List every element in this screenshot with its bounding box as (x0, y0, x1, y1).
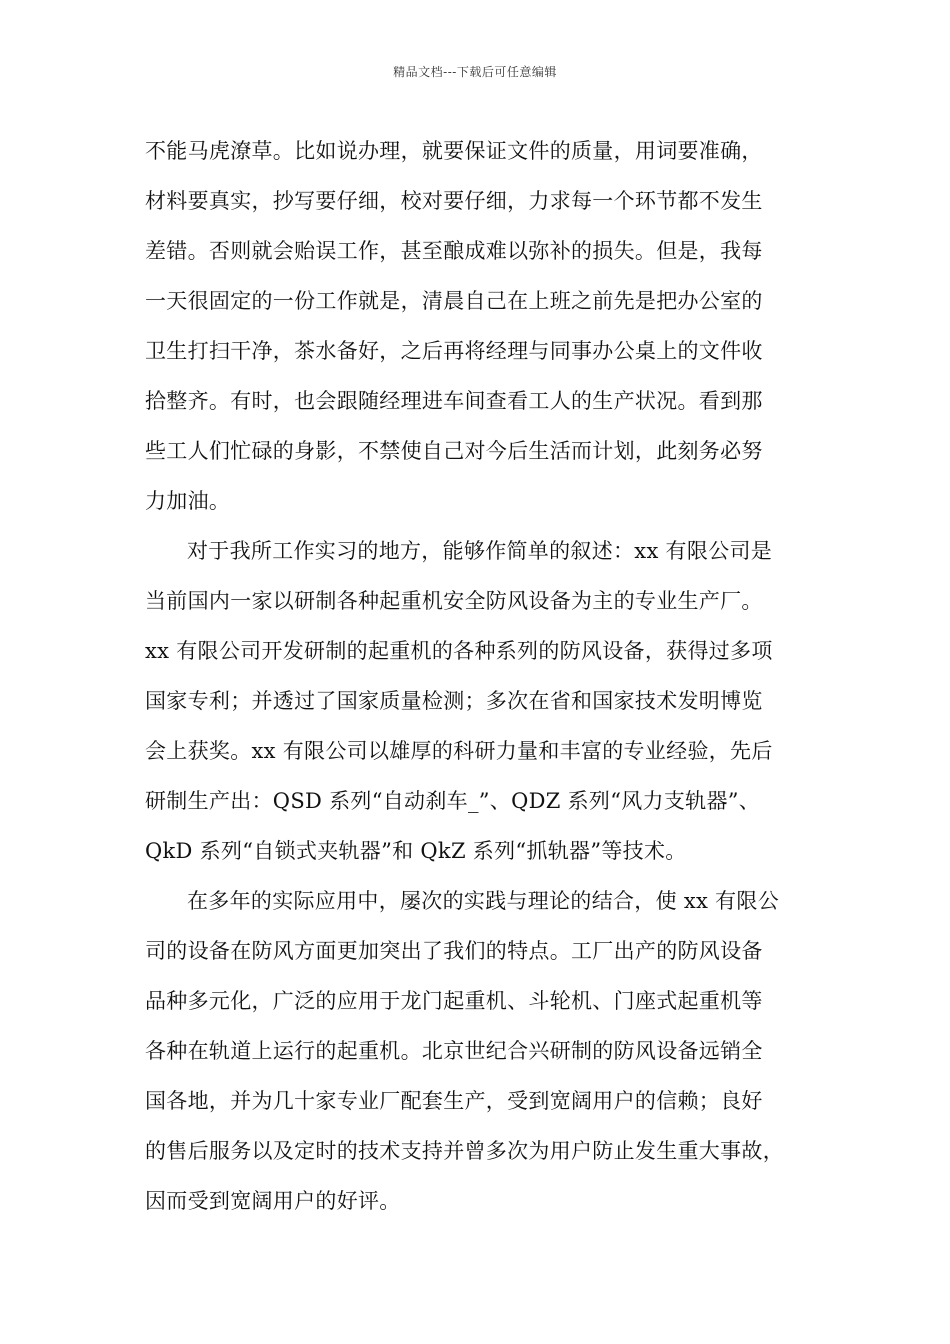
text-line: 一天很固定的一份工作就是，清晨自己在上班之前先是把办公室的 (145, 289, 763, 313)
text-line: 卫生打扫干净，茶水备好，之后再将经理与同事办公桌上的文件收 (145, 339, 763, 363)
paragraph-3 (145, 876, 825, 1226)
text-line: 会上获奖。xx 有限公司以雄厚的科研力量和丰富的专业经验，先后 (145, 739, 773, 763)
text-line: 因而受到宽阔用户的好评。 (145, 1189, 401, 1213)
text-line: 司的设备在防风方面更加突出了我们的特点。工厂出产的防风设备 (145, 939, 763, 963)
text-line: 国家专利；并透过了国家质量检测；多次在省和国家技术发明博览 (145, 689, 763, 713)
text-line: 研制生产出：QSD 系列“自动刹车_”、QDZ 系列“风力支轨器”、 (145, 789, 761, 813)
paragraph-2 (145, 526, 825, 876)
text-line: 各种在轨道上运行的起重机。北京世纪合兴研制的防风设备远销全 (145, 1039, 763, 1063)
text-line: 的售后服务以及定时的技术支持并曾多次为用户防止发生重大事故， (145, 1139, 784, 1163)
text-line: QkD 系列“自锁式夹轨器”和 QkZ 系列“抓轨器”等技术。 (145, 839, 687, 863)
text-line: 当前国内一家以研制各种起重机安全防风设备为主的专业生产厂。 (145, 589, 763, 613)
text-line: 对于我所工作实习的地方，能够作简单的叙述：xx 有限公司是 (187, 539, 773, 563)
text-line: 国各地，并为几十家专业厂配套生产，受到宽阔用户的信赖；良好 (145, 1089, 763, 1113)
text-line: 些工人们忙碌的身影，不禁使自己对今后生活而计划，此刻务必努 (145, 439, 763, 463)
text-line: 不能马虎潦草。比如说办理，就要保证文件的质量，用词要准确， (145, 139, 763, 163)
text-line: 在多年的实际应用中，屡次的实践与理论的结合，使 xx 有限公 (187, 889, 780, 913)
text-line: 品种多元化，广泛的应用于龙门起重机、斗轮机、门座式起重机等 (145, 989, 763, 1013)
text-line: xx 有限公司开发研制的起重机的各种系列的防风设备，获得过多项 (145, 639, 773, 663)
text-line: 差错。否则就会贻误工作，甚至酿成难以弥补的损失。但是，我每 (145, 239, 763, 263)
body-text (145, 126, 825, 1226)
text-line: 材料要真实，抄写要仔细，校对要仔细，力求每一个环节都不发生 (145, 189, 763, 213)
paragraph-1 (145, 126, 825, 526)
page-header: 精品文档---下载后可任意编辑 (393, 65, 557, 79)
text-line: 拾整齐。有时，也会跟随经理进车间查看工人的生产状况。看到那 (145, 389, 763, 413)
text-line: 力加油。 (145, 489, 231, 513)
